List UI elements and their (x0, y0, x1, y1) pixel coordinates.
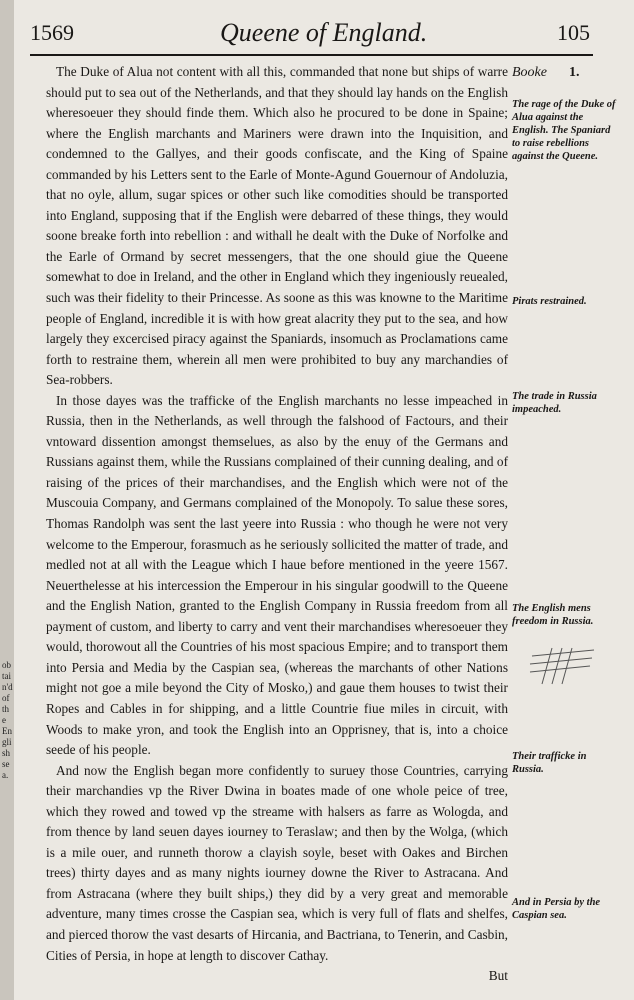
margin-note-trade-russia: The trade in Russia impeached. (512, 391, 597, 415)
paragraph-2: In those dayes was the trafficke of the English marchants no lesse impeached in Russia, then in the Netherlands, as well through the falshood of Factours, and their vntoward dissention amongst themselues, as also by the enuy of the Germans and Russians against them, while the Russians complained of their cunning dealing, and of raising of the prices of their marchandises, and the English which were not of the Muscouia Company, and Germans complained of the Monopoly. To salue these sores, Thomas Randolph was sent the last yeere into Russia : who though he were not very welcome to the Emperour, forasmuch as he seriously sollicited the matter of trade, and medled not at all with the League which I haue before mentioned in the yeere 1567. Neuerthelesse at his intercession the Emperour in his singular goodwill to the Queene and the English Nation, granted to the English Company in Russia freedom from all payment of custom, and liberty to carry and vent their marchandises wheresoeuer they would, thorowout all the Countries of his most spacious Empire; and to transport them into Persia and Media by the Caspian sea, (whereas the marchants of other Nations might not goe a mile beyond the City of Mosko,) and gaue them houses to twist their Ropes and Cables in for shipping, and a little Countrie fiue miles in circuit, with Woods to make yron, and took the English into an Opprisney, that is, into a choice seede of his people. (46, 392, 508, 758)
margin-note-persia: And in Persia by the Caspian sea. (512, 897, 601, 921)
margin-notes (512, 62, 620, 992)
edge-text-fragment: obtain'd of the English sea. (2, 660, 13, 780)
margin-note-trafficke: Their trafficke in Russia. (512, 751, 587, 775)
paragraph-3: And now the English began more confidently to suruey those Countries, carrying their marchandies vp the River Dwina in boates made of one whole peice of tree, which they rowed and towed vp the streame with halsers as farre as Wologda, and from thence by land seuen dayes iourney to Teraslaw; and then by the Wolga, (which is a mile ouer, and runneth thorow a clayish soyle, beset with Oakes and Birchen trees) thirty dayes and as many nights iourney downe the River to Astracana. And from Astracana (where they built ships,) they did by a very great and memorable adventure, many times crosse the Caspian sea, which is very full of flats and shelfes, and pierced thorow the vast desarts of Hircania, and Bactriana, to Tenerin, and Casbin, Cities of Persia, in hope at length to discover Cathay. (46, 762, 508, 963)
margin-book-label (512, 66, 616, 79)
margin-note-alua: The rage of the Duke of Alua against the English. The Spaniard to raise rebellions against the Queene. (512, 99, 616, 162)
paragraph-1: The Duke of Alua not content with all this, commanded that none but ships of warre should put to sea out of the Netherlands, and that they should lay hands on the English wheresoeuer they should finde them. Which also he procured to be done in Spaine; where the English marchants and Mariners were drawn into the Inquisition, and condemned to the Gallyes, and their goods confiscate, and the King of Spaine commanded by his Letters sent to the Earle of Monte-Agund Gouernour of Andoluzia, that no oyle, allum, sugar spices or other such like comodities should be transported into England, supposing that if the English were debarred of these things, they would soone breake forth into rebellion : and withall he dealt with the Duke of Norfolke and the Earle of Ormand by secret messengers, that the one should giue the Queene somewhat to doe in Ireland, and the other in England which they ingeniously reuealed, such was their fidelity to their Princesse. As soone as this was knowne to the Maritime people of England, incredible it is with how great alacrity they put to the sea, and how largely they excercised piracy against the Spaniards, insomuch as Proclamations came forth to restraine them, wherein all men were prohibited to buy any marchandies of Sea-robbers. (46, 64, 508, 388)
margin-note-english-freedom: The English mens freedom in Russia. (512, 603, 594, 627)
page-number: 105 (557, 20, 590, 45)
catchword: But (488, 968, 508, 984)
book-number: 1. (568, 65, 580, 80)
running-header (30, 18, 590, 52)
gutter-strip (0, 0, 14, 1000)
header-rule (30, 54, 593, 56)
margin-note-pirats: Pirats restrained. (512, 296, 587, 307)
header-year: 1569 (30, 20, 74, 45)
book-label: Booke (512, 65, 547, 80)
header-title: Queene of England. (220, 18, 428, 47)
hand-drawn-hatch-mark (528, 646, 598, 686)
main-text (46, 62, 508, 987)
